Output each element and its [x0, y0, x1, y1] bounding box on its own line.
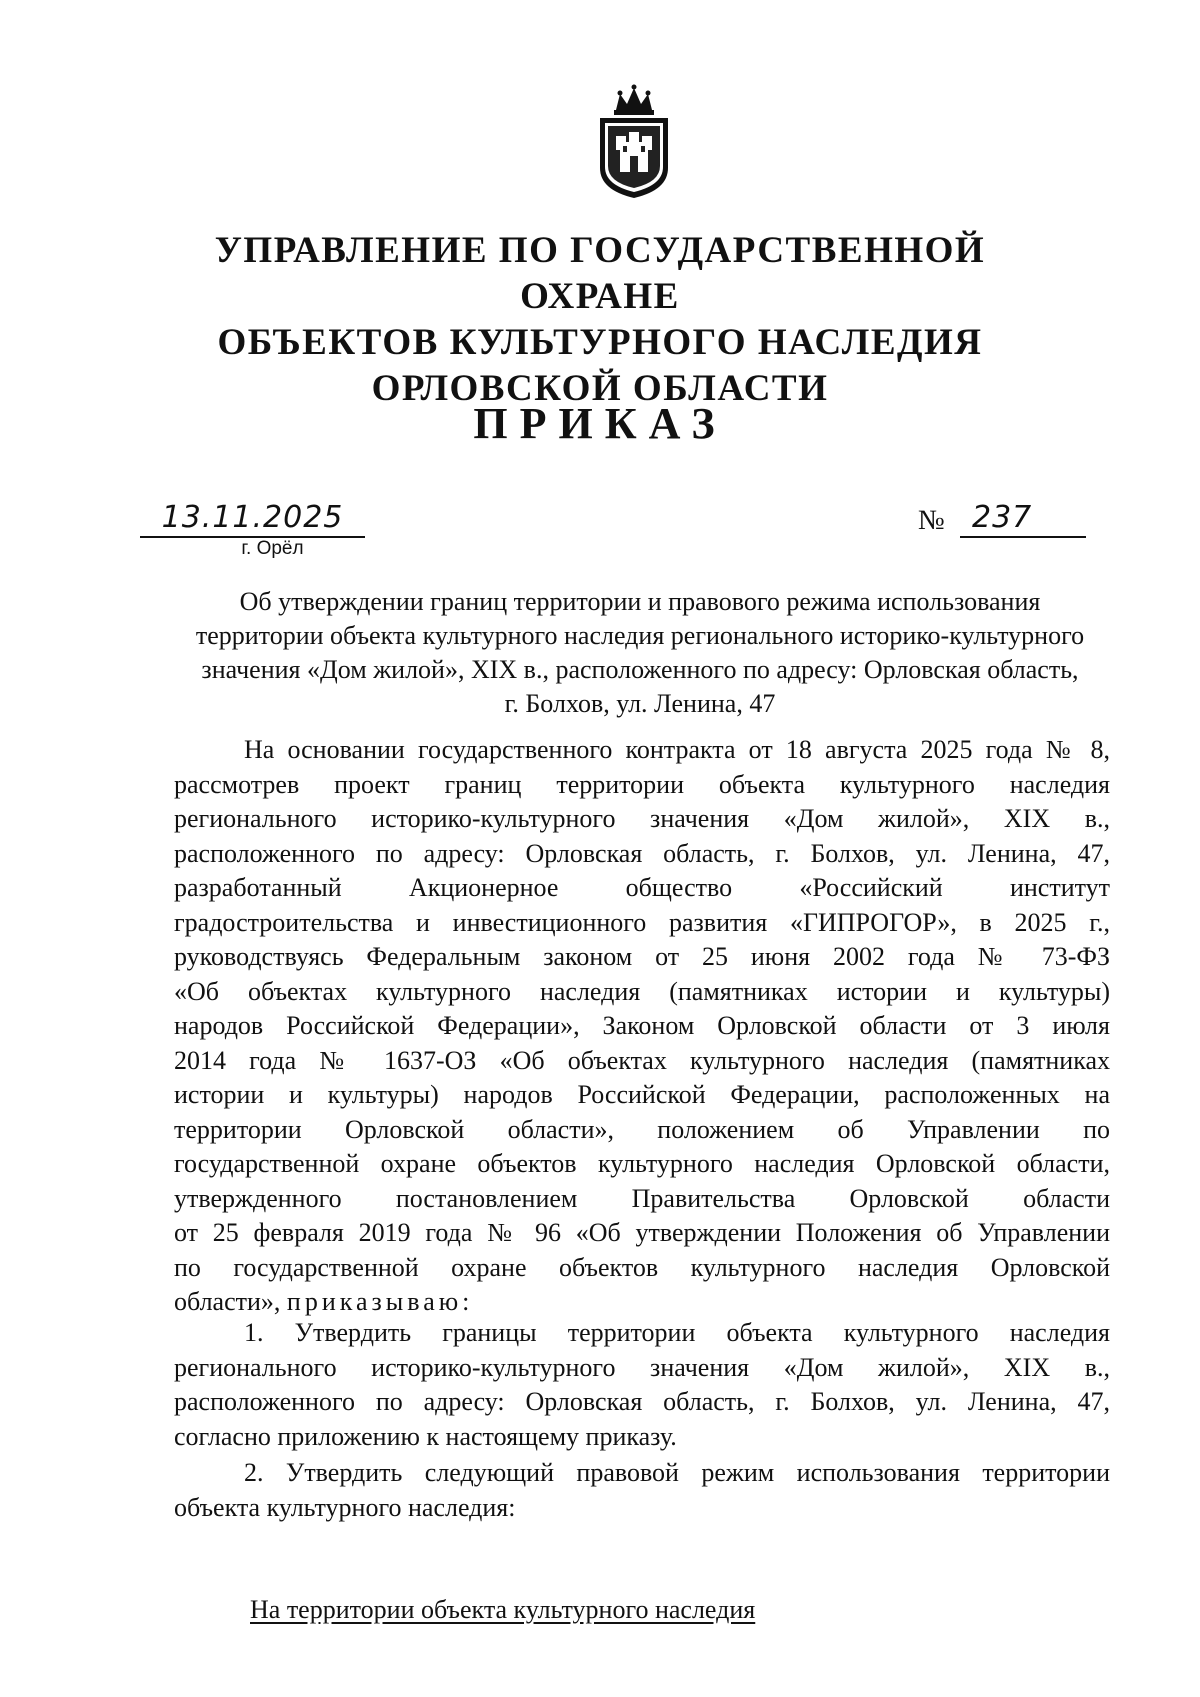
- order-number-block: [918, 500, 1088, 540]
- preamble-line: градостроительства и инвестиционного развития «ГИПРОГОР», в 2025 г.,: [174, 907, 1110, 937]
- preamble-line: рассмотрев проект границ территории объекта культурного наследия: [174, 769, 1110, 799]
- item-line: 1. Утвердить границы территории объекта культурного наследия: [244, 1318, 1110, 1347]
- preamble-line: расположенного по адресу: Орловская область, г. Болхов, ул. Ленина, 47,: [174, 838, 1110, 868]
- preamble-line: от 25 февраля 2019 года № 96 «Об утверждении Положения об Управлении: [174, 1218, 1110, 1247]
- preamble-line: по государственной охране объектов культурного наследия Орловской: [174, 1252, 1110, 1282]
- preamble-line: утвержденного постановлением Правительства Орловской области: [174, 1183, 1110, 1213]
- order-subject: [170, 585, 1110, 721]
- order-item-2: [174, 1456, 1110, 1525]
- preamble-final-line: [174, 1285, 1110, 1320]
- city-label: г. Орёл: [241, 538, 304, 559]
- item-line: 2. Утвердить следующий правовой режим использования территории: [244, 1458, 1110, 1487]
- handwritten-order-number: 237: [960, 500, 1086, 538]
- org-title-line: ОРЛОВСКОЙ ОБЛАСТИ: [371, 368, 829, 409]
- preamble-paragraph: [174, 733, 1110, 1320]
- preamble-line: истории и культуры) народов Российской Федерации, расположенных на: [174, 1080, 1110, 1109]
- preamble-final-text: области»,: [174, 1287, 287, 1316]
- subject-line: Об утверждении границ территории и правового режима использования: [239, 587, 1041, 616]
- preamble-line: 2014 года № 1637-ОЗ «Об объектах культурного наследия (памятниках: [174, 1045, 1110, 1075]
- preamble-line: территории Орловской области», положением об Управлении по: [174, 1114, 1110, 1144]
- order-item-1: [174, 1316, 1110, 1454]
- item-line: объекта культурного наследия:: [174, 1492, 516, 1522]
- item-line: расположенного по адресу: Орловская область, г. Болхов, ул. Ленина, 47,: [174, 1387, 1110, 1416]
- subject-line: г. Болхов, ул. Ленина, 47: [504, 689, 776, 718]
- preamble-line: «Об объектах культурного наследия (памятниках истории и культуры): [174, 976, 1110, 1006]
- date-block: [140, 500, 365, 560]
- subject-line: значения «Дом жилой», XIX в., расположенного по адресу: Орловская область,: [201, 655, 1079, 684]
- organization-title: [150, 228, 1050, 412]
- order-verb: приказываю:: [286, 1287, 474, 1316]
- coat-of-arms-icon: [594, 80, 674, 200]
- preamble-line: народов Российской Федерации», Законом Орловской области от 3 июля: [174, 1011, 1110, 1040]
- number-sign: №: [918, 505, 945, 536]
- document-type-title: ПРИКАЗ: [473, 399, 727, 448]
- org-title-line: УПРАВЛЕНИЕ ПО ГОСУДАРСТВЕННОЙ ОХРАНЕ: [214, 230, 986, 317]
- preamble-line: руководствуясь Федеральным законом от 25 июня 2002 года № 73-ФЗ: [174, 942, 1110, 971]
- item-line: согласно приложению к настоящему приказу.: [174, 1421, 677, 1451]
- item-line: регионального историко-культурного значения «Дом жилой», XIX в.,: [174, 1352, 1110, 1382]
- preamble-line: государственной охране объектов культурного наследия Орловской области,: [174, 1149, 1110, 1178]
- handwritten-date: 13.11.2025: [140, 500, 365, 538]
- preamble-line: разработанный Акционерное общество «Российский институт: [174, 873, 1110, 902]
- subject-line: территории объекта культурного наследия регионального историко-культурного: [195, 621, 1085, 650]
- preamble-line: регионального историко-культурного значения «Дом жилой», XIX в.,: [174, 804, 1110, 833]
- section-heading: На территории объекта культурного наследия: [250, 1595, 756, 1624]
- org-title-line: ОБЪЕКТОВ КУЛЬТУРНОГО НАСЛЕДИЯ: [217, 322, 983, 363]
- preamble-line: На основании государственного контракта от 18 августа 2025 года № 8,: [244, 735, 1110, 764]
